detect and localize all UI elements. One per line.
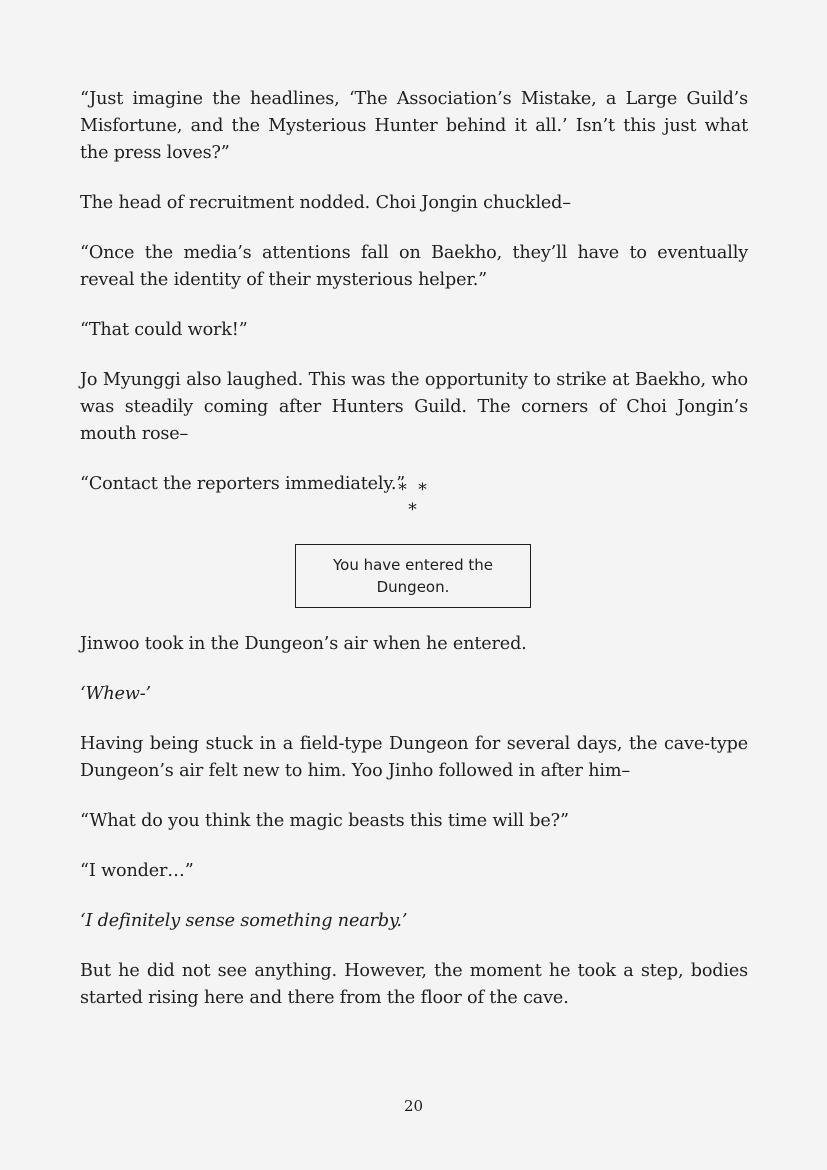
scene-separator: * * * (398, 480, 430, 520)
text-block-top (80, 86, 748, 498)
italic-thought: ‘Whew-’ (80, 684, 151, 704)
paragraph: Having being stuck in a field-type Dungeon for several days, the cave-type Dungeon’s air felt new to him. Yoo Jinho followed in after him– (80, 734, 748, 781)
system-message-box (295, 544, 531, 608)
paragraph: The head of recruitment nodded. Choi Jongin chuckled– (80, 193, 571, 213)
paragraph: “I wonder…” (80, 861, 194, 881)
paragraph: “Just imagine the headlines, ‘The Association’s Mistake, a Large Guild’s Misfortune, and the Mysterious Hunter behind it all.’ Isn’t this just what the press loves?” (80, 89, 748, 163)
paragraph: But he did not see anything. However, the moment he took a step, bodies started rising here and there from the floor of the cave. (80, 961, 748, 1008)
paragraph: “That could work!” (80, 320, 248, 340)
page-number: 20 (403, 1097, 424, 1115)
italic-thought: ‘I definitely sense something nearby.’ (80, 911, 408, 931)
paragraph: “Contact the reporters immediately.” (80, 474, 406, 494)
paragraph: Jo Myunggi also laughed. This was the opportunity to strike at Baekho, who was steadily coming after Hunters Guild. The corners of Choi Jongin’s mouth rose– (80, 370, 748, 444)
system-message-text: You have entered the Dungeon. (332, 556, 493, 596)
text-block-bottom (80, 631, 748, 1012)
paragraph: Jinwoo took in the Dungeon’s air when he entered. (80, 634, 527, 654)
paragraph: “What do you think the magic beasts this time will be?” (80, 811, 569, 831)
paragraph: “Once the media’s attentions fall on Baekho, they’ll have to eventually reveal the identity of their mysterious helper.” (80, 243, 748, 290)
